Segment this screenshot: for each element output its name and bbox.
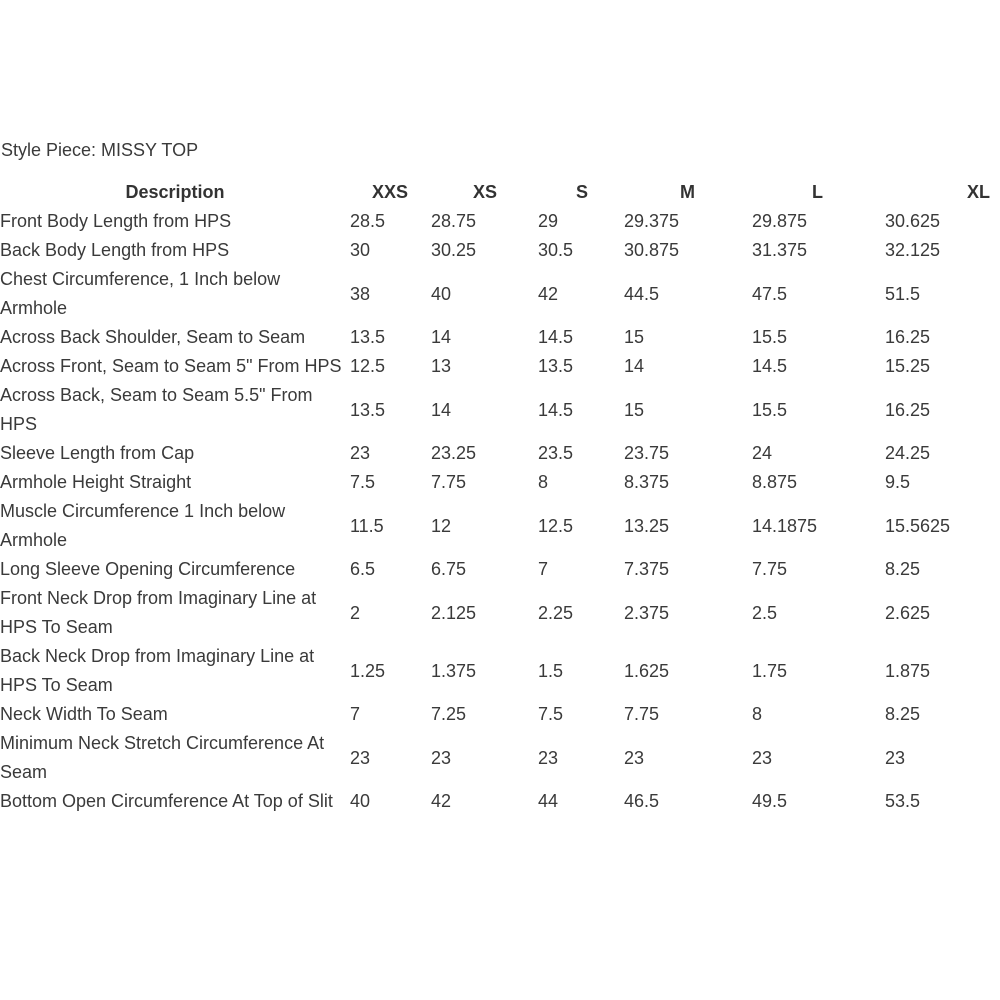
cell-xs: 42 bbox=[431, 791, 452, 811]
row-description: Neck Width To Seam bbox=[0, 704, 168, 724]
table-row bbox=[0, 352, 990, 381]
cell-l: 29.875 bbox=[752, 211, 808, 231]
cell-l: 15.5 bbox=[752, 399, 788, 420]
cell-s: 14.5 bbox=[538, 327, 574, 347]
row-description: Sleeve Length from Cap bbox=[0, 443, 195, 463]
cell-l: 14.1875 bbox=[752, 515, 818, 536]
cell-xl: 23 bbox=[885, 747, 906, 768]
cell-s: 7 bbox=[538, 559, 549, 579]
cell-xl: 8.25 bbox=[885, 704, 921, 724]
cell-xl: 1.875 bbox=[885, 660, 931, 681]
cell-m: 15 bbox=[624, 399, 645, 420]
row-description: Back Body Length from HPS bbox=[0, 240, 230, 260]
cell-xs: 14 bbox=[431, 399, 452, 420]
cell-xs: 23.25 bbox=[431, 443, 477, 463]
cell-xxs: 11.5 bbox=[350, 515, 384, 536]
cell-xs: 28.75 bbox=[431, 211, 477, 231]
header-xs: XS bbox=[473, 181, 498, 202]
cell-xxs: 23 bbox=[350, 443, 371, 463]
cell-xs: 2.125 bbox=[431, 602, 477, 623]
table-row bbox=[0, 323, 990, 352]
cell-xxs: 28.5 bbox=[350, 211, 386, 231]
row-description: Back Neck Drop from Imaginary Line at HPS To Seam bbox=[0, 646, 315, 695]
cell-xl: 2.625 bbox=[885, 602, 931, 623]
cell-s: 44 bbox=[538, 791, 559, 811]
cell-l: 2.5 bbox=[752, 602, 778, 623]
cell-xs: 30.25 bbox=[431, 240, 477, 260]
table-row bbox=[0, 700, 990, 729]
cell-xs: 13 bbox=[431, 356, 452, 376]
cell-xxs: 23 bbox=[350, 747, 371, 768]
table-body bbox=[0, 207, 990, 816]
cell-l: 8 bbox=[752, 704, 763, 724]
cell-s: 2.25 bbox=[538, 602, 574, 623]
table-row bbox=[0, 787, 990, 816]
row-description: Muscle Circumference 1 Inch below Armhole bbox=[0, 501, 286, 550]
cell-xl: 24.25 bbox=[885, 443, 931, 463]
row-description: Armhole Height Straight bbox=[0, 472, 192, 492]
cell-m: 46.5 bbox=[624, 791, 660, 811]
table-row bbox=[0, 642, 990, 700]
cell-s: 13.5 bbox=[538, 356, 574, 376]
size-spec-table bbox=[0, 177, 990, 816]
table-row bbox=[0, 729, 990, 787]
cell-xs: 12 bbox=[431, 515, 452, 536]
cell-m: 2.375 bbox=[624, 602, 670, 623]
header-xl: XL bbox=[966, 181, 990, 202]
cell-xl: 32.125 bbox=[885, 240, 941, 260]
cell-m: 14 bbox=[624, 356, 645, 376]
cell-xxs: 6.5 bbox=[350, 559, 376, 579]
cell-s: 23.5 bbox=[538, 443, 574, 463]
header-l: L bbox=[812, 181, 823, 202]
table-row bbox=[0, 584, 990, 642]
cell-xxs: 13.5 bbox=[350, 399, 386, 420]
style-piece-title: Style Piece: MISSY TOP bbox=[1, 140, 199, 160]
cell-xxs: 1.25 bbox=[350, 660, 386, 681]
cell-m: 1.625 bbox=[624, 660, 670, 681]
cell-xxs: 7 bbox=[350, 704, 361, 724]
header-description: Description bbox=[125, 181, 225, 202]
table-row bbox=[0, 381, 990, 439]
cell-l: 47.5 bbox=[752, 283, 788, 304]
cell-xxs: 7.5 bbox=[350, 472, 376, 492]
cell-xl: 9.5 bbox=[885, 472, 911, 492]
row-description: Long Sleeve Opening Circumference bbox=[0, 559, 296, 579]
cell-l: 8.875 bbox=[752, 472, 798, 492]
cell-s: 1.5 bbox=[538, 660, 564, 681]
cell-m: 23.75 bbox=[624, 443, 670, 463]
cell-m: 23 bbox=[624, 747, 645, 768]
cell-xs: 7.25 bbox=[431, 704, 467, 724]
cell-s: 14.5 bbox=[538, 399, 574, 420]
cell-s: 7.5 bbox=[538, 704, 564, 724]
cell-m: 8.375 bbox=[624, 472, 670, 492]
table-row bbox=[0, 265, 990, 323]
row-description: Chest Circumference, 1 Inch below Armhole bbox=[0, 269, 281, 318]
cell-xl: 8.25 bbox=[885, 559, 921, 579]
row-description: Across Back, Seam to Seam 5.5" From HPS bbox=[0, 385, 313, 434]
cell-xl: 15.25 bbox=[885, 356, 931, 376]
cell-xl: 30.625 bbox=[885, 211, 941, 231]
cell-m: 13.25 bbox=[624, 515, 670, 536]
cell-xxs: 38 bbox=[350, 283, 371, 304]
row-description: Across Back Shoulder, Seam to Seam bbox=[0, 327, 306, 347]
table-header-row bbox=[0, 177, 990, 207]
cell-m: 30.875 bbox=[624, 240, 680, 260]
cell-xxs: 12.5 bbox=[350, 356, 386, 376]
cell-m: 44.5 bbox=[624, 283, 660, 304]
cell-xl: 16.25 bbox=[885, 327, 931, 347]
cell-xs: 14 bbox=[431, 327, 452, 347]
table-row bbox=[0, 497, 990, 555]
cell-s: 42 bbox=[538, 283, 559, 304]
cell-xs: 6.75 bbox=[431, 559, 467, 579]
cell-s: 12.5 bbox=[538, 515, 574, 536]
cell-xs: 23 bbox=[431, 747, 452, 768]
row-description: Front Body Length from HPS bbox=[0, 211, 232, 231]
cell-m: 7.75 bbox=[624, 704, 660, 724]
cell-l: 1.75 bbox=[752, 660, 788, 681]
cell-xl: 16.25 bbox=[885, 399, 931, 420]
cell-l: 49.5 bbox=[752, 791, 788, 811]
table-row bbox=[0, 439, 990, 468]
cell-l: 24 bbox=[752, 443, 773, 463]
cell-l: 14.5 bbox=[752, 356, 788, 376]
cell-xs: 40 bbox=[431, 283, 452, 304]
row-description: Bottom Open Circumference At Top of Slit bbox=[0, 791, 333, 811]
row-description: Front Neck Drop from Imaginary Line at HPS To Seam bbox=[0, 588, 317, 637]
cell-xl: 53.5 bbox=[885, 791, 921, 811]
table-row bbox=[0, 555, 990, 584]
cell-xxs: 40 bbox=[350, 791, 371, 811]
cell-xxs: 13.5 bbox=[350, 327, 386, 347]
cell-xxs: 2 bbox=[350, 602, 361, 623]
row-description: Minimum Neck Stretch Circumference At Seam bbox=[0, 733, 325, 782]
header-xxs: XXS bbox=[372, 181, 409, 202]
cell-l: 7.75 bbox=[752, 559, 788, 579]
header-m: M bbox=[680, 181, 695, 202]
cell-xl: 15.5625 bbox=[885, 515, 951, 536]
cell-s: 29 bbox=[538, 211, 559, 231]
cell-s: 8 bbox=[538, 472, 549, 492]
cell-xs: 1.375 bbox=[431, 660, 477, 681]
header-s: S bbox=[576, 181, 589, 202]
cell-s: 30.5 bbox=[538, 240, 574, 260]
cell-m: 7.375 bbox=[624, 559, 670, 579]
cell-l: 15.5 bbox=[752, 327, 788, 347]
cell-xs: 7.75 bbox=[431, 472, 467, 492]
cell-l: 23 bbox=[752, 747, 773, 768]
cell-l: 31.375 bbox=[752, 240, 808, 260]
cell-s: 23 bbox=[538, 747, 559, 768]
table-row bbox=[0, 236, 990, 265]
cell-xl: 51.5 bbox=[885, 283, 921, 304]
table-row bbox=[0, 207, 990, 236]
table-row bbox=[0, 468, 990, 497]
cell-m: 15 bbox=[624, 327, 645, 347]
row-description: Across Front, Seam to Seam 5" From HPS bbox=[0, 356, 342, 376]
cell-m: 29.375 bbox=[624, 211, 680, 231]
cell-xxs: 30 bbox=[350, 240, 371, 260]
